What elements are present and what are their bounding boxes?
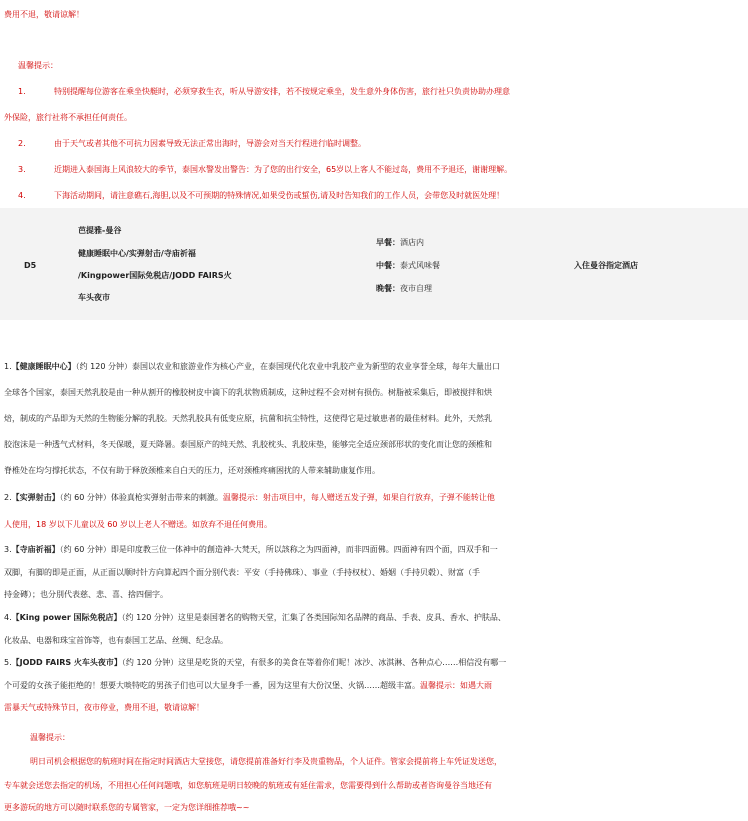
detail-4: 4.【King power 国际免税店】（约 120 分钟）这里是泰国著名的购物天堂，汇集了各类国际知名品牌的商品、手表、皮具、香水、护肤品、: [4, 613, 506, 622]
tips2-line-3: 更多游玩的地方可以随时联系您的专属管家，一定为您详细推荐哦~~: [4, 803, 250, 812]
detail-1-line-5: 脊椎处在均匀撑托状态，不仅有助于释放颈椎来自白天的压力，还对颈椎疼痛困扰的人带来辅助康复作用。: [4, 466, 380, 475]
day-label: D5: [24, 261, 37, 270]
route-line-4: 车头夜市: [78, 293, 110, 302]
detail-4-line-2: 化妆品、电器和珠宝首饰等，也有泰国工艺品、丝绸、纪念品。: [4, 636, 228, 645]
detail-2: 2.【实弹射击】（约 60 分钟）体验真枪实弹射击带来的刺激。温馨提示：射击项目中，每人赠送五发子弹，如果自行放弃，子弹不能转让他: [4, 493, 495, 502]
tips2-line-2: 专车就会送您去指定的机场，不用担心任何问题哦，如您航班是明日较晚的航班或有延住需求，您需要得到什么帮助或者咨询曼谷当地还有: [4, 781, 492, 790]
detail-3: 3.【寺庙祈福】（约 60 分钟）即是印度教三位一体神中的創造神-大梵天，所以該称之为四面神，而非四面佛。四面神有四个面，四双手和一: [4, 545, 498, 554]
tip-item-4: 4. 下海活动期间，请注意礁石,海胆,以及不可预期的特殊情况,如果受伤或蜇伤,请及时告知我们的工作人员，会带您及时就医处理！: [18, 191, 505, 200]
detail-2-line-2: 人使用，18 岁以下儿童以及 60 岁以上老人不赠送。如放弃不退任何费用。: [4, 520, 272, 529]
detail-5: 5.【JODD FAIRS 火车头夜市】（约 120 分钟）这里是吃货的天堂，有很多的美食在等着你们呢！冰沙、冰淇淋、各种点心……相信没有哪一: [4, 658, 507, 667]
detail-1-line-2: 全球各个国家，泰国天然乳胶是由一种从割开的橡胶树皮中滴下的乳状物质制成，这种过程不会对树有损伤。树脂被采集后，即被搅拌和烘: [4, 388, 492, 397]
detail-1: 1.【健康睡眠中心】（约 120 分钟）泰国以农业和旅游业作为核心产业，在泰国现代化农业中乳胶产业为新型的农业享誉全球，每年大量出口: [4, 362, 500, 371]
detail-3-line-2: 双脚，有脚的即是正面，从正面以顺时针方向算起四个面分别代表：平安（手持佛珠）、事业（手持权杖）、婚姻（手持贝毂）、财富（手: [4, 568, 480, 577]
top-notice: 费用不退，敬请谅解！: [4, 10, 84, 19]
tip-item-1: 1. 特别提醒每位游客在乘坐快艇时，必须穿救生衣，听从导游安排，若不按规定乘坐，发生意外身体伤害，旅行社只负责协助办理意: [18, 87, 510, 96]
detail-5-line-2: 个可爱的女孩子能拒绝的！想要大啖特吃的男孩子们也可以大显身手一番，因为这里有大份汉堡、火锅……超级丰富。温馨提示：如遇大雨: [4, 681, 492, 690]
hotel-info: 入住曼谷指定酒店: [574, 261, 638, 270]
detail-5-line-3: 雷暴天气或特殊节日，夜市停业，费用不退，敬请谅解！: [4, 703, 204, 712]
detail-1-line-4: 胶泡沫是一种透气式材料，冬天保暖，夏天降暑。泰国原产的纯天然、乳胶枕头、乳胶床垫，能够完全适应颈部形状的变化而让您的颈椎和: [4, 440, 492, 449]
route-line-1: 芭提雅-曼谷: [78, 226, 122, 235]
tip-item-1-cont: 外保险，旅行社将不承担任何责任。: [4, 113, 132, 122]
meal-lunch: 中餐：泰式风味餐: [376, 261, 440, 270]
route-line-3: /Kingpower国际免税店/JODD FAIRS火: [78, 271, 232, 280]
meal-dinner: 晚餐：夜市自理: [376, 284, 432, 293]
route-line-2: 健康睡眠中心/实弹射击/寺庙祈福: [78, 249, 196, 258]
detail-1-line-3: 焙，制成的产品即为天然的生物能分解的乳胶。天然乳胶具有低变应原，抗菌和抗尘特性，这使得它是过敏患者的最佳材料。此外，天然乳: [4, 414, 492, 423]
meal-breakfast: 早餐：酒店内: [376, 238, 424, 247]
tips-title: 温馨提示：: [18, 61, 58, 70]
tips2-title: 温馨提示：: [30, 733, 70, 742]
tip-item-3: 3. 近期进入泰国海上风浪较大的季节，泰国水警发出警告：为了您的出行安全，65岁以上客人不能过岛，费用不予退还，谢谢理解。: [18, 165, 513, 174]
detail-3-line-3: 持金磚）；也分別代表慈、悲、喜、捨四個字。: [4, 590, 168, 599]
tip-item-2: 2. 由于天气或者其他不可抗力因素导致无法正常出海时，导游会对当天行程进行临时调整。: [18, 139, 366, 148]
tips2-line-1: 明日司机会根据您的航班时间在指定时间酒店大堂接您，请您提前准备好行李及贵重物品，个人证件。管家会提前将上车凭证发送您，: [30, 757, 502, 766]
